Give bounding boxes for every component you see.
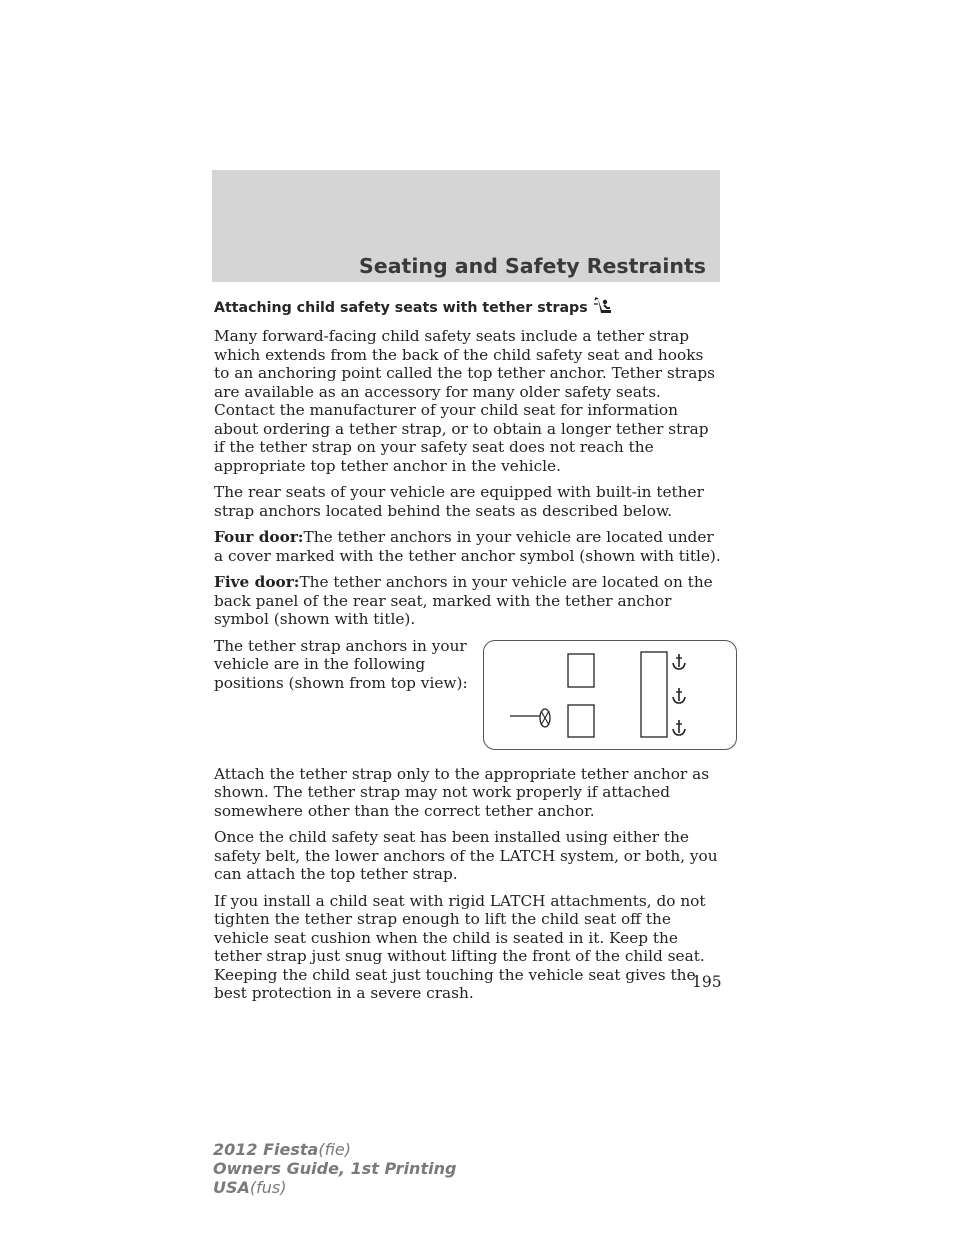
footer-market: USA [213, 1178, 250, 1197]
footer-line-model [213, 1140, 456, 1159]
section-header-band [212, 170, 720, 282]
footer-guide: Owners Guide, 1st Printing [213, 1159, 457, 1178]
steering-wheel-icon [540, 709, 550, 727]
footer-line-market [213, 1178, 456, 1197]
paragraph-five-door [214, 573, 722, 629]
child-seat-tether-icon [591, 296, 615, 316]
page-number: 195 [692, 973, 722, 991]
subheading-text: Attaching child safety seats with tether straps [214, 300, 588, 316]
paragraph-attach-top-tether: Once the child safety seat has been installed using either the safety belt, the lower anchors of the LATCH system, or both, you can attach the top tether strap. [214, 828, 718, 883]
paragraph-anchor-positions: The tether strap anchors in your vehicle are in the following positions (shown from top view): [214, 636, 468, 692]
tether-anchor-icon [673, 688, 685, 703]
paragraph-four-door [214, 528, 722, 565]
tether-anchor-icon [673, 720, 685, 735]
tether-anchor-diagram [483, 640, 737, 750]
paragraph-attach-correct-anchor: Attach the tether strap only to the appropriate tether anchor as shown. The tether strap may not work properly if attached somewhere other than the correct tether anchor. [214, 764, 710, 820]
footer-model: 2012 Fiesta [213, 1140, 319, 1159]
paragraph-tether-intro: Many forward-facing child safety seats include a tether strap which extends from the back of the child safety seat and hooks to an anchoring point called the top tether anchor. Tether straps are available as an accessory for many older safety seats. Contact the manufacturer of your child seat for information about ordering a tether strap, or to obtain a longer tether strap if the tether strap on your safety seat does not reach the appropriate top tether anchor in the vehicle. [214, 327, 715, 475]
anchor-position-section [214, 637, 722, 755]
four-door-label: Four door: [214, 528, 304, 546]
footer-model-code: (fie) [318, 1140, 352, 1159]
rear-seat-bench [641, 652, 667, 737]
front-seat-driver [568, 705, 594, 737]
document-footer [213, 1140, 456, 1197]
section-title: Seating and Safety Restraints [359, 254, 706, 278]
five-door-text: The tether anchors in your vehicle are located on the back panel of the rear seat, marked with the tether anchor symbol (shown with title). [214, 573, 713, 628]
paragraph-rear-seats: The rear seats of your vehicle are equipped with built-in tether strap anchors located behind the seats as described below. [214, 483, 704, 520]
tether-anchor-icon [673, 654, 685, 669]
page-content [214, 296, 722, 1011]
footer-market-code: (fus) [249, 1178, 287, 1197]
paragraph-rigid-latch: If you install a child seat with rigid LATCH attachments, do not tighten the tether strap enough to lift the child seat off the vehicle seat cushion when the child is seated in it. Keep the tether strap just snug without lifting the front of the child seat. Keeping the child seat just touching the vehicle seat gives the best protection in a severe crash. [214, 891, 706, 1002]
front-seat-passenger [568, 654, 594, 687]
five-door-label: Five door: [214, 573, 300, 591]
vehicle-top-view [484, 641, 736, 749]
four-door-text: The tether anchors in your vehicle are located under a cover marked with the tether anchor symbol (shown with title). [214, 528, 721, 565]
subheading [214, 296, 722, 316]
